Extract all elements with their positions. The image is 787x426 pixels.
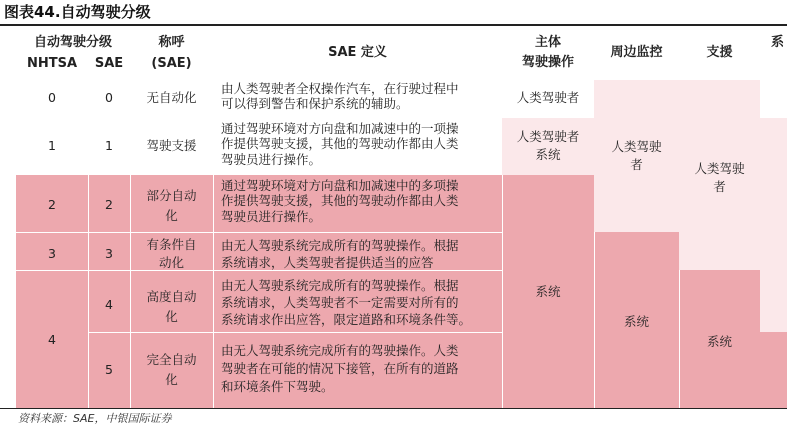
header-name: 称呼	[158, 35, 185, 50]
operator-human: 人类驾驶者	[516, 90, 580, 105]
header-extra: 系	[770, 35, 784, 50]
row4-definition: 由无人驾驶系统完成所有的驾驶操作。根据 系统请求，人类驾驶者不一定需要对所有的 系统请求作出应答，限定道路和环境条件等。	[221, 278, 472, 327]
figure-title: 图表44.自动驾驶分级	[4, 3, 151, 21]
row4-sae: 4	[105, 297, 113, 312]
row1-definition: 通过驾驶环境对方向盘和加减速中的一项操 作提供驾驶支援，其他的驾驶动作都由人类 驾驶员进行操作。	[221, 121, 459, 167]
row1-name: 驾驶支援	[146, 138, 197, 153]
header-name-sub: (SAE)	[151, 56, 192, 71]
row2-name: 部分自动 化	[146, 188, 197, 223]
header-level-group: 自动驾驶分级	[33, 35, 112, 50]
row3-nhtsa: 3	[48, 246, 56, 261]
header-monitoring: 周边监控	[610, 45, 663, 60]
row2-definition: 通过驾驶环境对方向盘和加减速中的多项操 作提供驾驶支援，其他的驾驶动作都由人类 驾驶员进行操作。	[221, 178, 459, 224]
monitoring-human: 人类驾驶 者	[611, 139, 662, 172]
row0-nhtsa: 0	[48, 90, 56, 105]
light-monitor-cell	[594, 175, 679, 232]
support-human: 人类驾驶 者	[694, 161, 745, 194]
row5-sae: 5	[105, 362, 113, 377]
row1-sae: 1	[105, 138, 113, 153]
row3-definition: 由无人驾驶系统完成所有的驾驶操作。根据 系统请求，人类驾驶者提供适当的应答	[221, 238, 459, 270]
bottom-rule	[0, 408, 787, 409]
header-definition: SAE 定义	[328, 45, 387, 60]
row0-name: 无自动化	[146, 90, 197, 105]
row2-sae: 2	[105, 197, 113, 212]
header-nhtsa: NHTSA	[26, 56, 78, 71]
row4-name: 高度自动 化	[146, 289, 197, 324]
row4-nhtsa: 4	[48, 332, 56, 347]
row0-sae: 0	[105, 90, 113, 105]
row1-nhtsa: 1	[48, 138, 56, 153]
row0-definition: 由人类驾驶者全权操作汽车，在行驶过程中 可以得到警告和保护系统的辅助。	[221, 81, 459, 112]
source-note: 资料来源：SAE，中银国际证券	[18, 412, 172, 425]
row2-nhtsa: 2	[48, 197, 56, 212]
support-system: 系统	[706, 334, 732, 349]
operator-human-system: 人类驾驶者 系统	[516, 129, 580, 162]
header-operator: 主体 驾驶操作	[521, 35, 574, 70]
monitoring-system: 系统	[623, 314, 649, 329]
row3-name: 有条件自 动化	[146, 237, 197, 270]
row3-sae: 3	[105, 246, 113, 261]
header-sae: SAE	[94, 56, 124, 71]
top-rule	[0, 24, 787, 26]
header-support: 支援	[706, 45, 733, 60]
row5-definition: 由无人驾驶系统完成所有的驾驶操作。人类 驾驶者在可能的情况下接管，在所有的道路 和环境条件下驾驶。	[221, 343, 459, 394]
operator-system: 系统	[535, 284, 561, 299]
row5-name: 完全自动 化	[146, 352, 197, 387]
